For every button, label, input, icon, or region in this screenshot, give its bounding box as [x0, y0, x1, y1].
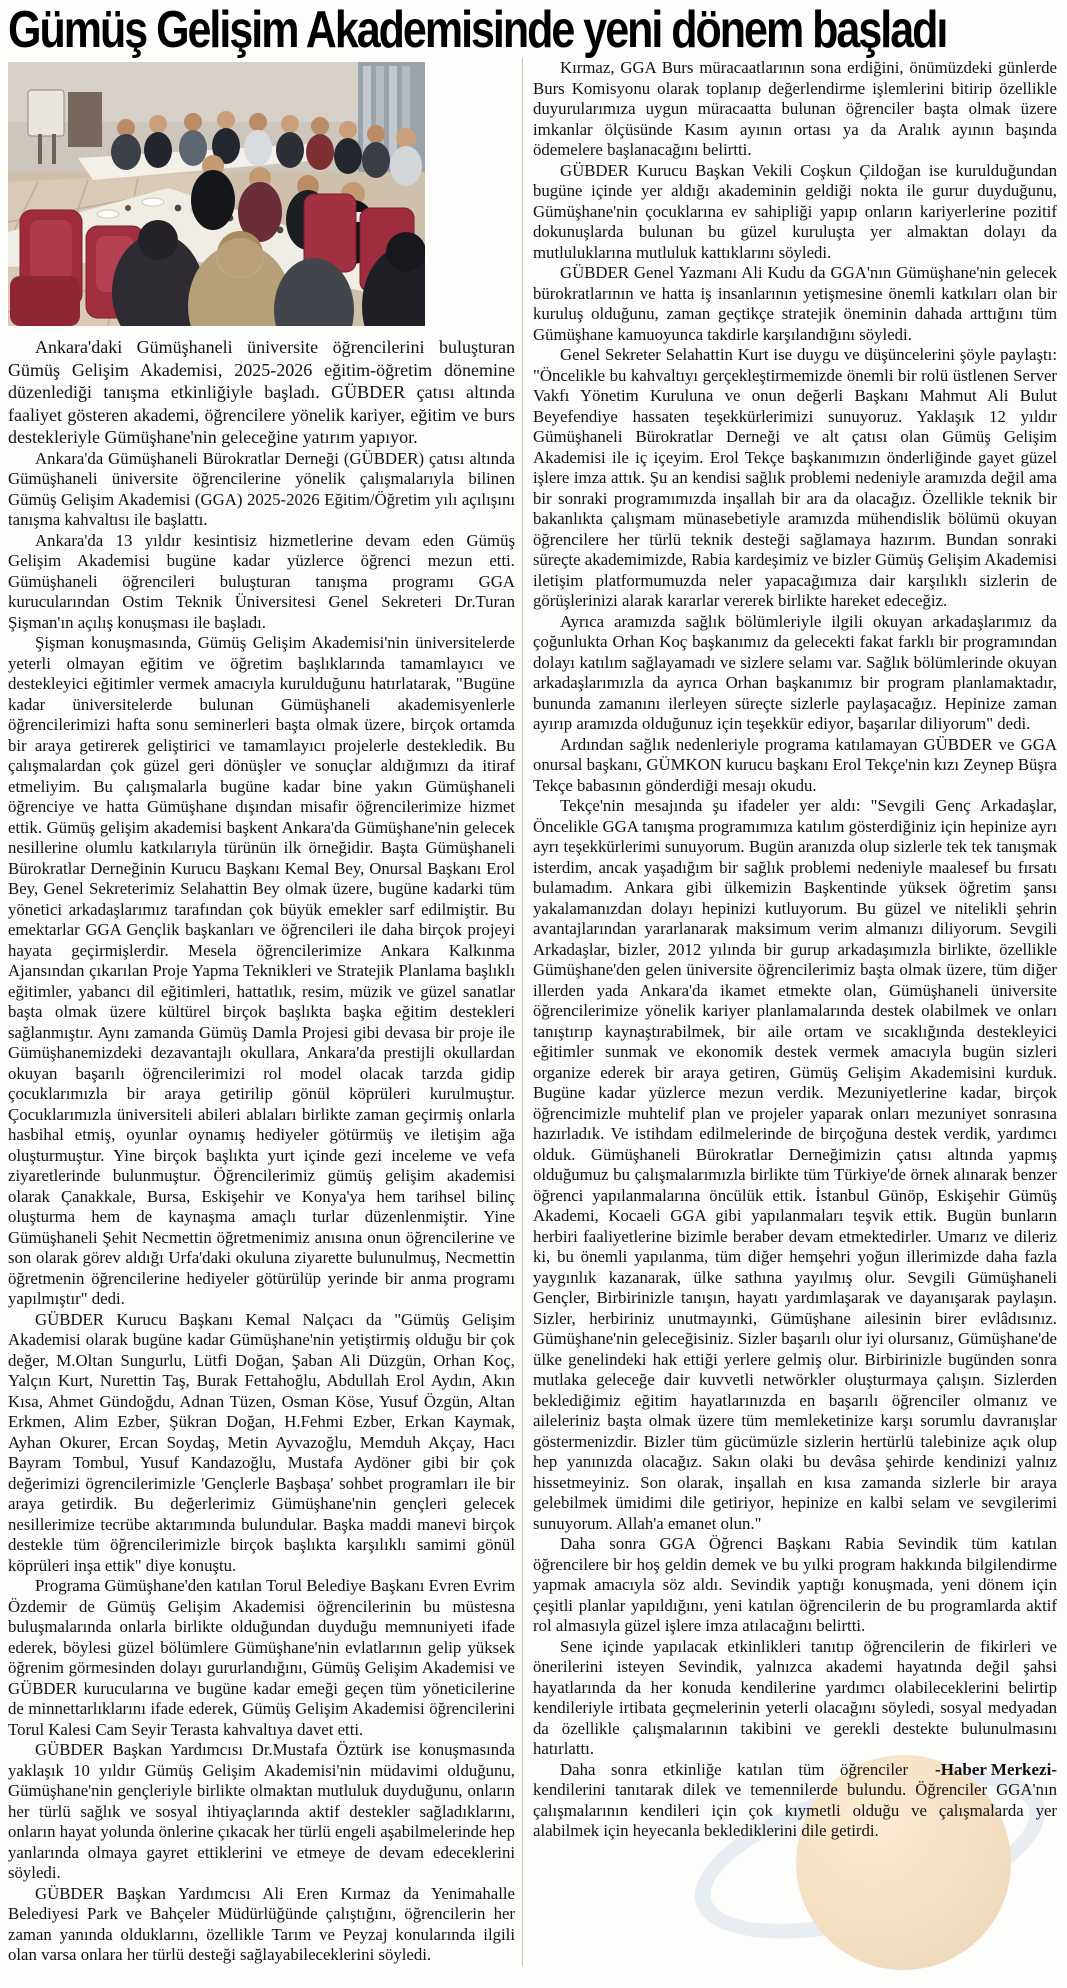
paragraph: GÜBDER Genel Yazmanı Ali Kudu da GGA'nın Gümüşhane'nin gelecek bürokratlarının ve hatta iş insanlarının yetişmesine önemli katkıları olan bir kuruluş olduğunu, zaman geçtikçe stratejik öneminin dahada arttığını tüm Gümüşhane kamuoyunca takdirle karşılandığını söyledi. — [533, 263, 1057, 344]
closing-paragraph — [533, 1760, 1057, 1842]
left-column — [8, 58, 522, 1966]
paragraph: GÜBDER Başkan Yardımcısı Ali Eren Kırmaz da Yenimahalle Belediyesi Park ve Bahçeler Müdürlüğünde çalıştığını, öğrencilerin her zaman yanında olduklarını, özellikle Tarım ve Peyzaj konularında ilgili olan varsa onlara her türlü desteği sağlayabileceklerini söyledi. — [8, 1883, 515, 1964]
paragraph: Programa Gümüşhane'den katılan Torul Belediye Başkanı Evren Evrim Özdemir de Gümüş Gelişim Akademisi öğrencilerinin bu müstesna buluşmalarında onlarla birlikte olduğundan duyduğu memnuniyeti ifade ederek, böylesi güzel bölümlere Gümüşhane'nin evlatlarının gelip yüksek öğrenim görmesinden dolayı gururlandığını, Gümüş Gelişim Akademisi ve GÜBDER kurucularına ve bugüne kadar emeği geçen tüm yöneticilerine de minnettarlıklarını ifade ederek, Gümüş Gelişim Akademisi öğrencilerini Torul Kalesi Cam Seyir Terasta kahvaltıya davet etti. — [8, 1576, 515, 1739]
paragraph: GÜBDER Başkan Yardımcısı Dr.Mustafa Öztürk ise konuşmasında yaklaşık 10 yıldır Gümüş Gelişim Akademisi'nin müdavimi olduğunu, Gümüşhane'nin gençleriyle birlikte olmaktan mutluluk duyduğunu, onların her türlü sağlık ve sosyal ihtiyaçlarında aktif destekler sağladıklarını, onların hayat yolunda önlerine çıkacak her türlü engeli aşabilmelerinde hep yanlarında olmaya gayret ettiklerini ve etmeye de devam edeceklerini söyledi. — [8, 1740, 515, 1882]
paragraph: Sene içinde yapılacak etkinlikleri tanıtıp öğrencilerin de fikirleri ve önerilerini isteyen Sevindik, yalnızca akademi hayatında değil şahsi hayatlarında da her konuda kendilerine yardımcı olabileceklerini belirtip kendileriyle irtibata geçmelerinin yeterli olacağını söyledi, sosyal medyadan da özellikle çalışmalarının takibini ve gerekli destekte bulunulmasını hatırlattı. — [533, 1636, 1057, 1758]
paragraph: GÜBDER Kurucu Başkanı Kemal Nalçacı da "Gümüş Gelişim Akademisi olarak bugüne kadar Gümüşhane'nin yetiştirmiş olduğu bir çok değer, M.Oltan Sungurlu, Lütfi Doğan, Şaban Ali Düzgün, Orhan Koç, Yalçın Kurt, Nurettin Taş, Burak Fettahoğlu, Abdullah Erol Aydın, Akın Kısa, Ahmet Gündoğdu, Adnan Tüzen, Osman Köse, Yusuf Özgün, Altan Erkmen, Alim Ezber, Şükran Doğan, H.Fehmi Ezber, Erkan Kaymak, Ayhan Okurer, Ercan Soydaş, Metin Ayvazoğlu, Memduh Akçay, Hacı Bayram Tombul, Yusuf Kandazoğlu, Mustafa Aydöner gibi bir çok değerimizi ögrencilerimizle 'Gençlerle Başbaşa' sohbet programları ile bir araya getirdik. Bu değerlerimiz Gümüşhane'nin gençleri gelecek nesillerimize tecrübe aktarımında bulundular. Başka maddi manevi birçok destekle tüm öğrencilerimizle birçok başlıkta karşılıklı samimi gönül köprüleri inşa ettik" diye konuştu. — [8, 1309, 515, 1575]
paragraph: Ankara'da 13 yıldır kesintisiz hizmetlerine devam eden Gümüş Gelişim Akademisi bugüne kadar yüzlerce öğrenci mezun etti. Gümüşhaneli öğrencileri buluşturan tanışma programı GGA kurucularından Ostim Teknik Üniversitesi Genel Sekreteri Dr.Turan Şişman'ın açılış konuşması ile başladı. — [8, 530, 515, 632]
paragraph: Genel Sekreter Selahattin Kurt ise duygu ve düşüncelerini şöyle paylaştı: "Öncelikle bu kahvaltıyı gerçekleştirmemizde önemli bir rolü üstlenen Server Vakfı Yönetim Kuruluna ve onun değerli Başkanı Mahmut Ali Bulut Beyefendiye hassaten teşekkürlerimizi sunuyoruz. Yaklaşık 12 yıldır Gümüşhaneli Bürokratlar Derneği ve alt çatısı olan Gümüş Gelişim Akademisi ile iç içeyim. Erol Tekçe başkanımızın önderliğinde gayet güzel işlere imza attık. Şu an kendisi sağlık problemi nedeniyle aramızda değil ama bir sonraki programımızda inşallah bir ara da olacağız. Özellikle teknik bir bakanlıkta çalışmam münasebetiyle aramızda mühendislik bölümü okuyan öğrencilere her türlü teknik desteği sağlamaya hazırım. Bundan sonraki süreçte akademimizde, Rabia kardeşimiz ve bizler Gümüş Gelişim Akademisi iletişim platformumuzda neler yapacağımıza dair karşılıklı sizlerin de görüşlerinizi alarak kararlar vererek birlikte hareket edeceğiz. — [533, 345, 1057, 610]
event-photo — [8, 62, 425, 326]
paragraph: GÜBDER Kurucu Başkan Vekili Coşkun Çildoğan ise kurulduğundan bugüne içinde yer aldığı akademinin geldiği nokta ile gurur duyduğunu, Gümüşhane'nin çocuklarına ev sahipliği yapıp onların kariyerlerine pozitif dokunuşlarda bulunan bu güzel kuruluşta yer almaktan dolayı da mutluluklarına mutluluk kattıklarını söyledi. — [533, 160, 1057, 262]
paragraph: Tekçe'nin mesajında şu ifadeler yer aldı: "Sevgili Genç Arkadaşlar, Öncelikle GGA tanışma programımıza katılım gösterdiğiniz için hepinize ayrı ayrı teşekkürlerimi sunuyorum. Bugün aranızda olup sizlerle tek tek tanışmak isterdim, ancak yaşadığım bir sağlık problemi nedeniyle maalesef bu fırsatı bulamadım. Ankara gibi ülkemizin Başkentinde yüksek öğretim şansı yakalamanızdan dolayı hepinizi kutluyorum. Bu güzel ve nitelikli şehrin avantajlarından yararlanarak maksimum verim almanızı diliyorum. Sevgili Arkadaşlar, bizler, 2012 yılında bir gurup arkadaşımızla birlikte, özellikle Gümüşhane'den gelen üniversite öğrencilerimiz başta olmak üzere, tüm diğer illerden yada Ankara'da ikamet etmekte olan, Gümüşhaneli üniversite öğrencilerimize yönelik kariyer planlamalarında destek olabilmek ve onları tanıştırıp kaynaştırabilmek, bir aile ortam ve sıcaklığında destekleyici eğitimler sunmak ve ekonomik destek vermek amacıyla bugün sizleri organize ederek bir araya getiren, Gümüş Gelişim Akademisini kurduk. Bugüne kadar yüzlerce mezun verdik. Mezuniyetlerine kadar, birçok öğrencimizle muhtelif plan ve projeler yaparak onları mezuniyet sonrasına hazırladık. Ve istihdam edilmelerinde de birçoğuna destek verdik, yardımcı olduk. Gümüşhaneli Bürokratlar Derneğimizin çatısı altında yapmış olduğumuz bu çalışmalarımızla birlikte tüm Türkiye'de örnek alınarak benzer öğrenci yapılanmalarına öncülük ettik. İstanbul Günöp, Eskişehir Gümüş Akademi, Kocaeli GGA gibi yapılanmaları teşvik ettik. Bugün bunların herbiri faaliyetlerine bizimle beraber devam etmektedirler. Umarız ve dileriz ki, bu önemli yapılanma, tüm diğer hemşehri yoğun illerimizde daha fazla yaygınlık kazanarak, ülke sathına yayılmış olur. Sevgili Gümüşhaneli Gençler, Birbirinizle tanışın, hayatı yardımlaşarak ve dayanışarak paylaşın. Sizler, herbiriniz unutmayınki, Gümüşhane ailesinin birer evlâdısınız. Gümüşhane'nin geleceğisiniz. Sizler başarılı olur iyi olursanız, Gümüşhane'de ülke genelindeki hak ettiği yerlere gelmiş olur. Birbirinizle bugünden sonra mutlaka geleceğe dair kuvvetli netwörkler oluşturmaya çalışın. Sizlerden beklediğimiz eğitim hayatlarınızda en başarılı öğrenciler olmanız ve aileleriniz başta olmak üzere tüm memleketinize karşı sorumlu davranışlar göstermenizdir. Bizler tüm gücümüzle sizlerin hertürlü talebinize açık olup hep yanınızda olacağız. Sakın olaki bu devâsa şehirde kendinizi yalnız hissetmeyiniz. Son olarak, inşallah en kısa zamanda sizlerle bir araya gelebilmek ümidimi dile getiriyor, hepinize en kalbi selam ve sevgilerimi sunuyorum. Allah'a emanet olun." — [533, 796, 1057, 1533]
paragraph: Şişman konuşmasında, Gümüş Gelişim Akademisi'nin üniversitelerde yeterli olmayan eğitim ve öğretim başlıklarında tamamlayıcı ve destekleyici eğitimler vermek amacıyla kurulduğunu hatırlatarak, "Bugüne kadar üniversitelerde bulunan Gümüşhaneli akademisyenlerle öğrencilerimizi hafta sonu seminerleri başta olmak üzere, birçok ortamda bir araya getirerek geliştirici ve tamamlayıcı projelerle destekledik. Bu çalışmalardan çok güzel geri dönüşler ve sonuçlar aldığımızı da itiraf etmeliyim. Bu çalışmalarla bugüne kadar bine yakın Gümüşhaneli öğrenciye ve hatta Gümüşhane dışından misafir öğrencilerimize hizmet ettik. Gümüş gelişim akademisi başkent Ankara'da Gümüşhane'nin gelecek nesillerine olumlu katkılarıyla türünün ilk örneğidir. Başta Gümüşhaneli Bürokratlar Derneğinin Kurucu Başkanı Kemal Bey, Onursal Başkanı Erol Bey, Genel Sekreterimiz Selahattin Bey olmak üzere, bugüne kadarki tüm yönetici arkadaşlarımız tarafından çok büyük emekler sarf edilmiştir. Bu emektarlar GGA Gençlik başkanları ve öğrencileri ile daha birçok projeyi hayata geçirmişlerdir. Mesela öğrencilerimize Ankara Kalkınma Ajansından çıkarılan Proje Yapma Teknikleri ve Stratejik Planlama başlıklı eğitimler, yabancı dil eğitimleri, hattatlık, resim, müzik ve güzel sanatlar başta olmak üzere kültürel birçok başlıkta başka eğitim destekleri sağlanmıştır. Aynı zamanda Gümüş Damla Projesi gibi devasa bir proje ile Gümüşhanemizdeki dezavantajlı okullara, Ankara'da prestijli okullardan okuyan başarılı öğrencilerimizi rol model olacak tarzda gidip çocuklarımızla bir araya getirilip gönül köprüleri kurulmuştur. Çocuklarımızla üniversiteli abileri ablaları birlikte zaman geçirmiş onlarla hasbihal etmiş, oyunlar oynamış hediyeler götürmüş ve iletişim ağa oluşturmuştur. Yine birçok başlıkta yurt içinde gezi inceleme ve vefa ziyaretlerinde bulunmuştur. Öğrencilerimiz gümüş gelişim akademisi olarak Çanakkale, Bursa, Eskişehir ve Konya'ya hem tarihsel bilinç oluşturma hem de kaynaşma amaçlı turlar düzenlenmiştir. Yine Gümüşhaneli Şehit Necmettin öğretmenimiz anısına onun öğrencilerine ve son olarak görev aldığı Urfa'daki okuluna ziyarette bulunulmuş, Necmettin öğretmenin öğrencilerine hediyeler götürülüp yerinde bir anma programı yapılmıştır" dedi. — [8, 633, 515, 1308]
paragraph: Ayrıca aramızda sağlık bölümleriyle ilgili okuyan arkadaşlarımız da çoğunlukta Orhan Koç başkanımız da gelecekti fakat farklı bir programından dolayı katılım sağlayamadı ve sizlere selamı var. Sağlık bölümlerinde okuyan arkadaşlarımızla da ayrıca Orhan başkanımız bir program planlamaktadır, bununda zamanını ilerleyen süreçte sizlerle paylaşacağız. Hepinize zaman ayırıp aramızda olduğunuz için teşekkür ediyor, başarılar diliyorum" dedi. — [533, 611, 1057, 733]
article-columns — [8, 58, 1057, 1966]
paragraph: Ankara'da Gümüşhaneli Bürokratlar Derneği (GÜBDER) çatısı altında Gümüşhaneli üniversite öğrencilerine yönelik çalışmalarıyla bilinen Gümüş Gelişim Akademisi (GGA) 2025-2026 Eğitim/Öğretim yılı açılışını tanışma kahvaltısı ile başlattı. — [8, 448, 515, 529]
byline: -Haber Merkezi- — [935, 1759, 1057, 1779]
article-headline: Gümüş Gelişim Akademisinde yeni dönem başladı — [8, 1, 947, 60]
right-column — [522, 58, 1057, 1966]
closing-paragraph-text: Daha sonra etkinliğe katılan tüm öğrenciler kendilerini tanıtarak dilek ve temennilerde bulundu. Öğrenciler GGA'nın çalışmalarının kendileri için çok kıymetli olduğu ve çalışmalarda yer alabilmek için heyecanla beklediklerini dile getirdi. — [533, 1759, 1057, 1840]
paragraph: Ardından sağlık nedenleriyle programa katılamayan GÜBDER ve GGA onursal başkanı, GÜMKON kurucu başkanı Erol Tekçe'nin kızı Zeynep Büşra Tekçe babasının gönderdiği mesajı okudu. — [533, 734, 1057, 795]
lead-paragraph: Ankara'daki Gümüşhaneli üniversite öğrencilerini buluşturan Gümüş Gelişim Akademisi, 2025-2026 eğitim-öğretim dönemine düzenlediği tanışma etkinliğiyle başladı. GÜBDER çatısı altında faaliyet gösteren akademi, öğrencilere yönelik kariyer, eğitim ve burs destekleriyle Gümüşhane'nin geleceğine yatırım yapıyor. — [8, 337, 515, 447]
paragraph: Daha sonra GGA Öğrenci Başkanı Rabia Sevindik tüm katılan öğrencilere bir hoş geldin demek ve bu yılki program hakkında bilgilendirme yapmak amacıyla söz aldı. Sevindik yaptığı konuşmada, yeni dönem için çeşitli planlar yapıldığını, yeni katılan öğrencilerin de bu programlarda aktif rol almasıyla güzel işlere imza atılacağını belirtti. — [533, 1534, 1057, 1635]
paragraph: Kırmaz, GGA Burs müracaatlarının sona erdiğini, önümüzdeki günlerde Burs Komisyonu olarak toplanıp değerlendirme işlemlerini bitirip özellikle duyurularımıza uygun müracaatta bulunan öğrenciler başta olmak üzere imkanlar ölçüsünde Kasım ayının ortası ya da Aralık ayının başında ödemelere başlanacağını belirtti. — [533, 58, 1057, 159]
